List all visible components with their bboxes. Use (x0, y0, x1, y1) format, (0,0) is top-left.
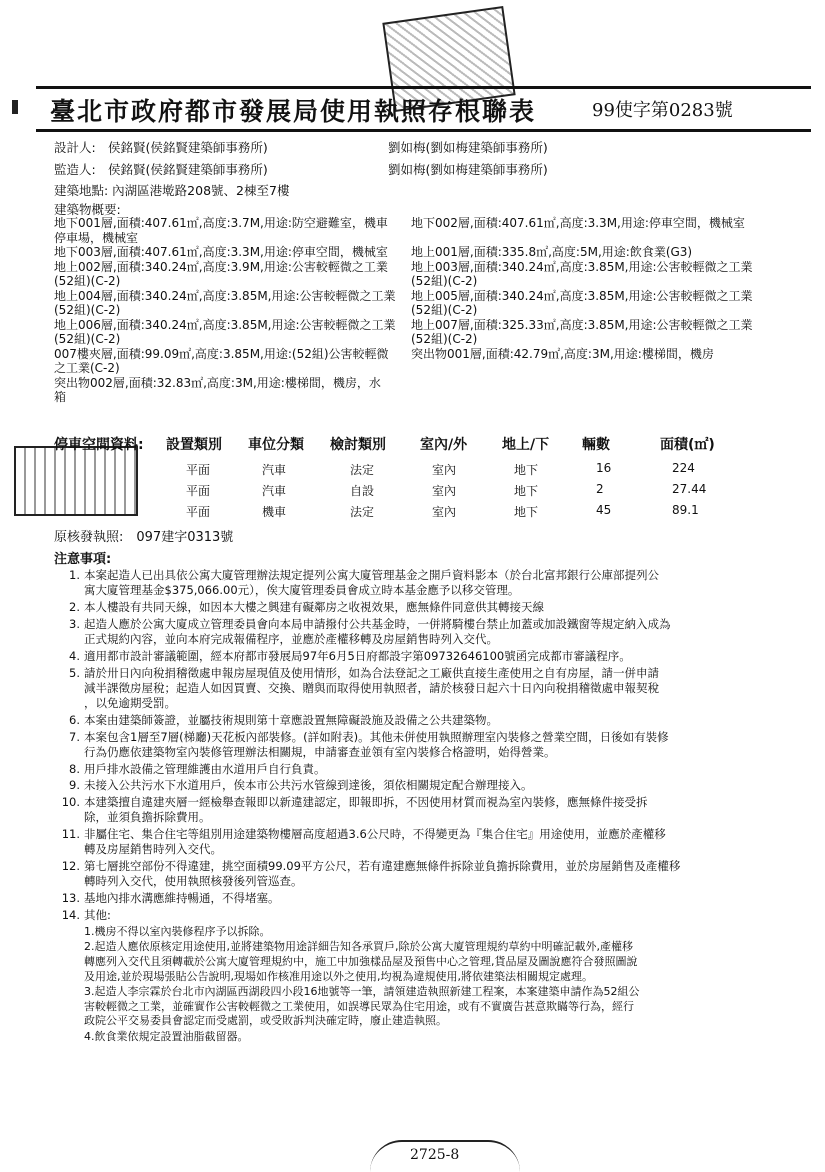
parking-label: 停車空間資料: (54, 437, 144, 453)
designer-1: 侯銘賢(侯銘賢建築師事務所) (108, 140, 268, 155)
parking-cell: 16 (596, 461, 612, 475)
parking-cell: 法定 (350, 463, 375, 477)
other-note (58, 1030, 770, 1045)
overview-row: 突出物002層,面積:32.83㎡,高度:3M,用途:樓梯間，機房，水 (54, 375, 381, 390)
parking-header-area: 面積(㎡) (660, 437, 715, 453)
parking-cell: 45 (596, 503, 612, 517)
overview-row: 停車場，機械室 (54, 230, 139, 245)
note-line: 本案包含1層至7層(梯廳)天花板內部裝修。(詳如附表)。其他未併使用執照辦理室內裝修之營業空間，日後如有裝修 (84, 729, 669, 744)
other-note-line: 3.起造人李宗霖於台北市內湖區西湖段四小段16地號等一筆，請領建造執照新建工程案，本案建築申請作為52組公 (84, 985, 640, 999)
note-number: 4. (69, 648, 80, 663)
note-line: 請於卅日內向稅捐稽徵處申報房屋現值及使用情形，如為合法登記之工廠供直接生產使用之自有房屋，請一併申請 (84, 665, 659, 680)
note-item (58, 568, 770, 598)
note-number: 6. (69, 712, 80, 727)
note-item (58, 859, 770, 889)
notes-heading: 注意事項: (54, 552, 112, 567)
note-item (58, 600, 770, 615)
note-number: 13. (61, 891, 80, 906)
overview-row: 地上002層,面積:340.24㎡,高度:3.9M,用途:公害較輕微之工業 地上003層,面積:340.24㎡,高度:3.85M,用途:公害較輕微之工業 (54, 259, 753, 274)
note-text (84, 600, 544, 615)
original-permit: 原核發執照: 097建字0313號 (54, 530, 234, 545)
footer-serial: 2725-8 (410, 1147, 460, 1163)
note-text (84, 666, 659, 712)
note-number: 7. (69, 729, 80, 744)
permit-number: 99使字第0283號 (592, 100, 733, 121)
note-text (84, 827, 666, 857)
other-note-line: 轉應列入交代且須轉載於公寓大廈管理規約中，施工中加強樣品屋及預售中心之管理,貨品屋及圖說應符合發照圖說 (84, 954, 638, 968)
note-item (58, 666, 770, 712)
note-text (84, 617, 671, 647)
other-note-line: 政院公平交易委員會認定而受處罰，或受敗訴判決確定時，廢止建造執照。 (84, 1014, 447, 1028)
overview-row: (52組)(C-2) (52組)(C-2) (54, 274, 478, 288)
note-text (84, 568, 659, 598)
parking-cell: 室內 (432, 484, 457, 498)
note-line: 本人樓設有共同天線，如因本大樓之興建有礙鄰房之收視效果，應無條件同意供其轉接天線 (84, 600, 544, 614)
parking-cell: 89.1 (672, 503, 699, 517)
parking-cell: 機車 (262, 505, 287, 519)
parking-header-level: 地上/下 (502, 437, 550, 453)
margin-mark-icon (12, 100, 18, 114)
note-text (84, 762, 326, 777)
other-note-line: 4.飲食業依規定設置油脂截留器。 (84, 1029, 249, 1043)
notes-list (58, 568, 770, 1046)
note-number: 11. (61, 827, 80, 842)
parking-cell: 平面 (186, 463, 211, 477)
note-line: 減半課徵房屋稅；起造人如因買賣、交換、贈與而取得使用執照者，請於核發日起六十日內向稅捐稽徵處申報契稅 (84, 680, 659, 695)
note-item (58, 891, 770, 906)
parking-cell: 自設 (350, 484, 375, 498)
other-note-line: 及用途,並於現場張貼公告說明,現場如作核准用途以外之使用,均視為違規使用,將依建築法相關規定處理。 (84, 969, 593, 983)
note-text (84, 649, 631, 664)
parking-header-indoor: 室內/外 (420, 437, 468, 453)
note-text (84, 891, 280, 906)
note-line: 正式規約內容，並向本府完成報備程序，並應於產權移轉及房屋銷售時列入交代。 (84, 632, 498, 646)
parking-cell: 27.44 (672, 482, 707, 496)
note-text (84, 730, 669, 760)
note-item (58, 795, 770, 825)
note-item (58, 713, 770, 728)
parking-header-class: 車位分類 (248, 437, 304, 453)
other-note-line: 1.機房不得以室內裝修程序予以拆除。 (84, 924, 271, 938)
overview-heading: 建築物概要: (54, 202, 121, 217)
note-number: 5. (69, 665, 80, 680)
note-line: 其他: (84, 907, 111, 922)
note-item (58, 730, 770, 760)
note-text (84, 778, 533, 793)
parking-cell: 地下 (514, 463, 539, 477)
note-line: 非屬住宅、集合住宅等組別用途建築物樓層高度超過3.6公尺時，不得變更為『集合住宅』用途使用，並應於產權移 (84, 827, 666, 842)
note-line: 用戶排水設備之管理維護由水道用戶自行負責。 (84, 761, 326, 776)
overview-row: 箱 (54, 390, 67, 404)
note-number: 8. (69, 761, 80, 776)
overview-row: (52組)(C-2) (52組)(C-2) (54, 303, 478, 317)
official-seal-left (14, 446, 138, 516)
note-line: 轉及房屋銷售時列入交代。 (84, 842, 222, 857)
note-item (58, 908, 770, 923)
overview-row: 007樓夾層,面積:99.09㎡,高度:3.85M,用途:(52組)公害較輕微 突出物001層,面積:42.79㎡,高度:3M,用途:樓梯間，機房 (54, 346, 714, 361)
overview-row: 地下003層,面積:407.61㎡,高度:3.3M,用途:停車空間，機械室 地上001層,面積:335.8㎡,高度:5M,用途:飲食業(G3) (54, 245, 693, 259)
supervisor-1: 侯銘賢(侯銘賢建築師事務所) (108, 162, 268, 177)
note-text (84, 859, 680, 889)
note-number: 10. (61, 795, 80, 810)
note-text (84, 795, 648, 825)
document-title: 臺北市政府都市發展局使用執照存根聯表 (50, 97, 537, 126)
parking-cell: 2 (596, 482, 604, 496)
other-note (58, 925, 770, 940)
note-line: 起造人應於公寓大廈成立管理委員會向本局申請撥付公共基金時，一併將騎樓台禁止加蓋或加設鐵窗等規定納入成為 (84, 616, 671, 631)
parking-cell: 汽車 (262, 463, 287, 477)
note-line: 未接入公共污水下水道用戶，俟本市公共污水管線到達後，須依相關規定配合辦理接入。 (84, 778, 533, 793)
parking-header-count: 輛數 (582, 437, 610, 453)
note-line: 第七層挑空部份不得違建，挑空面積99.09平方公尺，若有違建應無條件拆除並負擔拆除費用，並於房屋銷售及產權移 (84, 859, 681, 874)
overview-row: 地下001層,面積:407.61㎡,高度:3.7M,用途:防空避難室，機車 地下002層,面積:407.61㎡,高度:3.3M,用途:停車空間，機械室 (54, 216, 745, 230)
supervisor-label: 監造人: (54, 162, 96, 177)
note-line: 除，並須負擔拆除費用。 (84, 810, 211, 825)
note-number: 1. (69, 568, 80, 582)
note-line: 本案由建築師簽證，並屬技術規則第十章應設置無障礙設施及設備之公共建築物。 (84, 712, 498, 727)
note-line: 寓大廈管理基金$375,066.00元），俟大廈管理委員會成立時本基金應予以移交管理。 (84, 583, 520, 598)
parking-cell: 224 (672, 461, 695, 475)
other-note-line: 2.起造人應依原核定用途使用,並將建築物用途詳細告知各承買戶,除於公寓大廈管理規約草約中明確記載外,產權移 (84, 940, 633, 954)
note-item (58, 778, 770, 793)
note-item (58, 617, 770, 647)
note-text (84, 713, 498, 728)
note-line: 適用都市設計審議範圍，經本府都市發展局97年6月5日府都設字第09732646100號函完成都市審議程序。 (84, 648, 631, 663)
parking-cell: 地下 (514, 505, 539, 519)
note-line: 基地內排水溝應維持暢通，不得堵塞。 (84, 891, 280, 906)
other-note-line: 害較輕微之工業，並確實作公害較輕微之工業使用，如誤導民眾為住宅用途，或有不實廣告甚意欺瞞等行為，經行 (84, 999, 634, 1013)
parking-cell: 室內 (432, 505, 457, 519)
parking-header-review: 檢討類別 (330, 437, 386, 453)
note-item (58, 762, 770, 777)
note-item (58, 649, 770, 664)
overview-row: 地上004層,面積:340.24㎡,高度:3.85M,用途:公害較輕微之工業 地上005層,面積:340.24㎡,高度:3.85M,用途:公害較輕微之工業 (54, 288, 753, 303)
parking-cell: 平面 (186, 484, 211, 498)
other-note (58, 940, 770, 984)
note-line: 本案起造人已出具依公寓大廈管理辦法規定提列公寓大廈管理基金之開戶資料影本（於台北富邦銀行公庫部提列公 (84, 568, 659, 582)
note-line: ，以免逾期受罰。 (84, 696, 176, 710)
note-line: 行為仍應依建築物室內裝修管理辦法相關規，申請審查並領有室內裝修合格證明，始得營業。 (84, 744, 556, 759)
note-number: 3. (69, 616, 80, 631)
note-number: 14. (61, 907, 80, 922)
parking-cell: 室內 (432, 463, 457, 477)
parking-header-type: 設置類別 (166, 437, 222, 453)
designer-2: 劉如梅(劉如梅建築師事務所) (388, 140, 548, 155)
note-number: 9. (69, 778, 80, 793)
note-item (58, 827, 770, 857)
note-number: 2. (69, 600, 80, 614)
designer-label: 設計人: (54, 140, 96, 155)
note-number: 12. (61, 859, 80, 874)
note-text (84, 908, 111, 923)
other-note (58, 985, 770, 1029)
overview-row: (52組)(C-2) (52組)(C-2) (54, 332, 478, 346)
overview-row: 之工業(C-2) (54, 361, 120, 375)
building-site: 建築地點: 內湖區港墘路208號、2棟至7樓 (54, 183, 290, 198)
parking-cell: 地下 (514, 484, 539, 498)
parking-cell: 汽車 (262, 484, 287, 498)
supervisor-2: 劉如梅(劉如梅建築師事務所) (388, 162, 548, 177)
parking-cell: 法定 (350, 505, 375, 519)
note-line: 轉時列入交代，使用執照核發後列管巡查。 (84, 874, 303, 889)
overview-row: 地上006層,面積:340.24㎡,高度:3.85M,用途:公害較輕微之工業 地上007層,面積:325.33㎡,高度:3.85M,用途:公害較輕微之工業 (54, 317, 753, 332)
note-line: 本建築擅自違建夾層一經檢舉查報即以新違建認定，即報即拆，不因使用材質而視為室內裝修，應無條件接受拆 (84, 795, 648, 810)
overview-block (54, 216, 814, 405)
parking-cell: 平面 (186, 505, 211, 519)
